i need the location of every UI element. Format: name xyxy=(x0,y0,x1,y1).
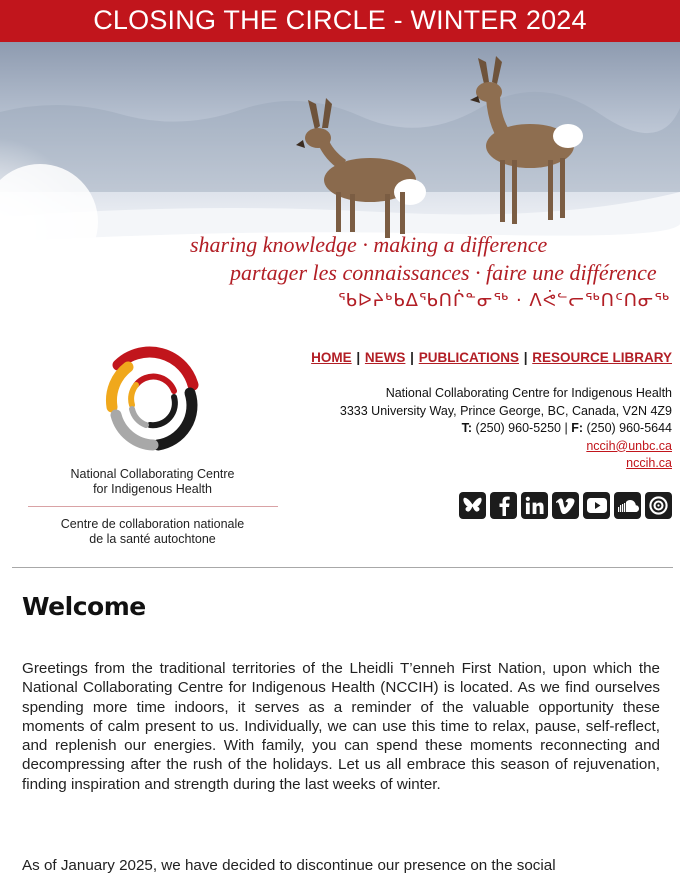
section-heading: Welcome xyxy=(22,592,146,621)
phone-number: (250) 960-5250 xyxy=(475,421,562,435)
hero-banner xyxy=(0,42,680,334)
welcome-paragraph: Greetings from the traditional territories of the Lheidli T’enneh First Nation, upon which the National Collaborating Centre for Indigenous Health (NCCIH) is located. As we find ourselves spending more time indoors, it serves as a reminder of the valuable opportunity these moments of calm present to us. Individually, we can use this time to relax, pause, self-reflect, and replenish our energies. With family, you can spend these moments reconnecting and decompressing after the rush of the holidays. Let us all embrace this season of rejuvenation, finding inspiration and strength during the last weeks of winter. xyxy=(22,660,660,793)
nav-news-link[interactable]: NEWS xyxy=(364,350,406,365)
nav-publications-link[interactable]: PUBLICATIONS xyxy=(418,350,519,365)
website-link[interactable]: nccih.ca xyxy=(626,456,672,470)
bluesky-icon[interactable] xyxy=(459,492,486,519)
nav-home-link[interactable]: HOME xyxy=(311,350,352,365)
fax-number: (250) 960-5644 xyxy=(586,421,672,435)
tagline-french: partager les connaissances · faire une différence xyxy=(230,260,657,285)
org-name: National Collaborating Centre for Indigenous Health xyxy=(385,386,672,400)
vimeo-icon[interactable] xyxy=(552,492,579,519)
tagline-inuktitut: ᖃᐅᔨᒃᑲᐃᖃᑎᒌᓐᓂᖅ · ᐱᕚᓪᓕᖅᑎᑦᑎᓂᖅ xyxy=(338,290,671,311)
circle-logo-icon xyxy=(98,345,208,455)
email-link[interactable]: nccih@unbc.ca xyxy=(586,438,672,453)
logo-name-french: Centre de collaboration nationale de la santé autochtone xyxy=(60,517,245,546)
youtube-icon[interactable] xyxy=(583,492,610,519)
newsletter-title: CLOSING THE CIRCLE - WINTER 2024 xyxy=(93,5,587,35)
logo-divider xyxy=(28,506,278,507)
tagline-english: sharing knowledge · making a difference xyxy=(190,232,548,257)
org-address: 3333 University Way, Prince George, BC, Canada, V2N 4Z9 xyxy=(339,403,672,418)
facebook-icon[interactable] xyxy=(490,492,517,519)
nccih-logo[interactable] xyxy=(20,345,285,555)
header-divider xyxy=(12,567,673,568)
welcome-paragraph-2: As of January 2025, we have decided to discontinue our presence on the social xyxy=(22,857,556,874)
linkedin-icon[interactable] xyxy=(521,492,548,519)
logo-name-english: National Collaborating Centre for Indigenous Health xyxy=(70,467,235,496)
social-media-links xyxy=(459,492,672,519)
newsletter-title-bar xyxy=(0,0,680,42)
top-navigation: HOME | NEWS | PUBLICATIONS | RESOURCE LIBRARY xyxy=(311,350,672,365)
soundcloud-icon[interactable] xyxy=(614,492,641,519)
nav-resource-library-link[interactable]: RESOURCE LIBRARY xyxy=(532,350,672,365)
issuu-icon[interactable] xyxy=(645,492,672,519)
contact-info xyxy=(340,385,672,473)
phone-fax: T: (250) 960-5250 | F: (250) 960-5644 xyxy=(461,421,672,435)
